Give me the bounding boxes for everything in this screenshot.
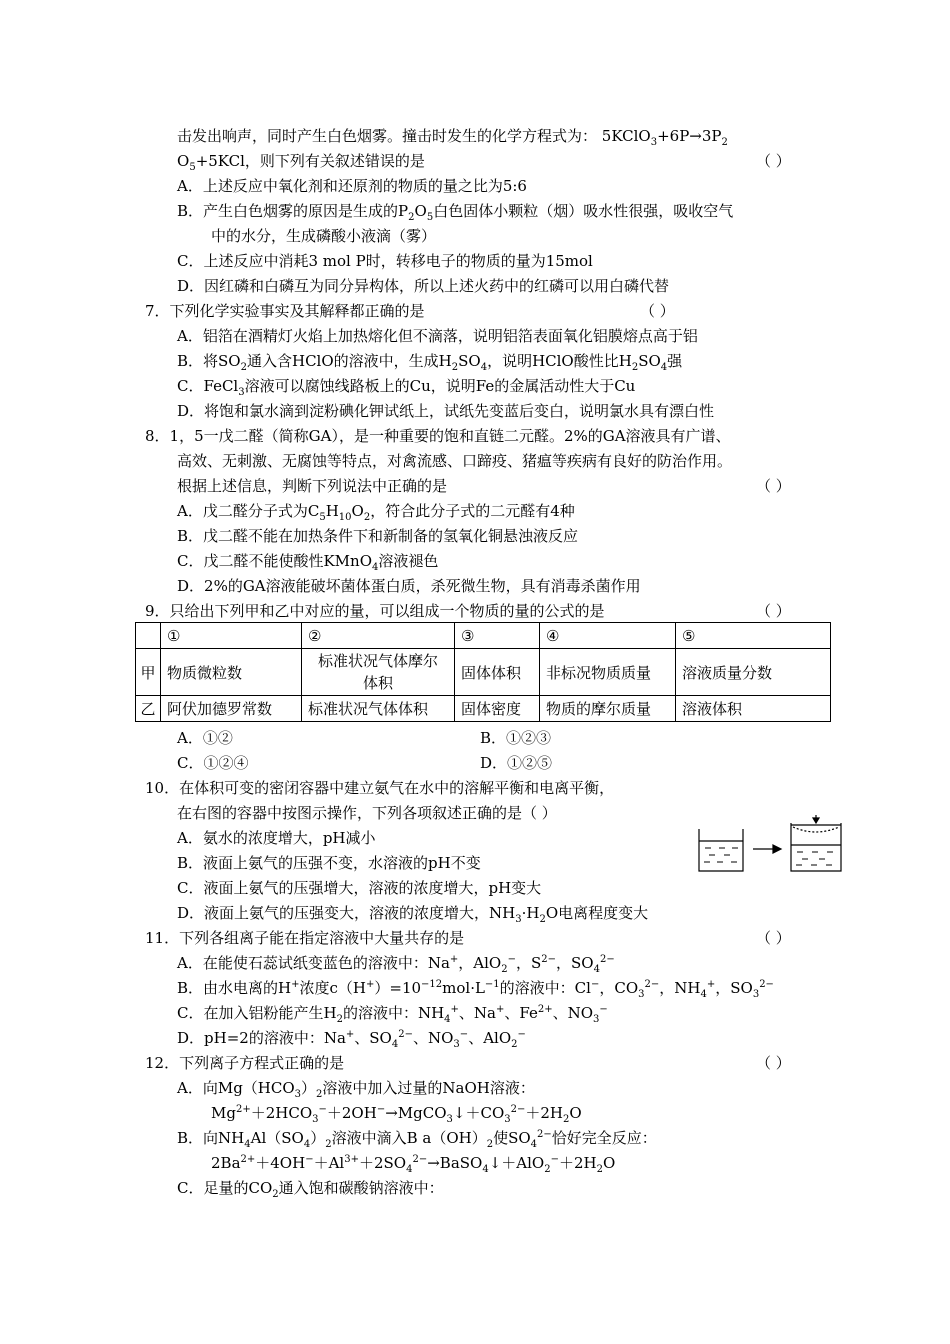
table-row [136, 649, 831, 696]
table-cell: 溶液质量分数 [676, 649, 831, 696]
q11-d-c: 、NO [412, 1029, 454, 1047]
q12-b2-f: ↓＋AlO [488, 1154, 545, 1172]
table-cell: 非标况物质质量 [540, 649, 676, 696]
q8-stem-line1: 8．1，5一戊二醛（简称GA），是一种重要的饱和直链二元醛。2%的GA溶液具有广谱、 [145, 427, 731, 445]
q11-b-g: ，NH [659, 979, 701, 997]
q6-option-b-cont: 中的水分，生成磷酸小液滴（雾） [211, 227, 437, 245]
q11-option-b: B．由水电离的H+浓度$c(H^+)=10^{-12}mol\cdot L^{-1}$的溶液中：Cl−，$CO_3^{2-}$，$NH_4^+$，$SO_3^{2-}$ [177, 979, 774, 1000]
q12-b1-c: ） [310, 1129, 326, 1147]
table-cell: 溶液体积 [676, 696, 831, 722]
q11-c-a: C．在加入铝粉能产生H [177, 1004, 337, 1022]
q12-b2-g: ＋2H [558, 1154, 597, 1172]
table-cell: 物质微粒数 [161, 649, 302, 696]
table-cell: 标准状况气体体积 [302, 696, 455, 722]
q10-stem-line1: 10．在体积可变的密闭容器中建立氨气在水中的溶解平衡和电离平衡， [145, 779, 615, 797]
q6-stem-line2: $O_5+5KCl$，则下列有关叙述错误的是 [177, 152, 425, 173]
q11-option-d: D．pH=2的溶液中：Na+、$SO_4^{2-}$、$NO_3^-$、AlO$_2$− [177, 1029, 526, 1050]
beaker-after-icon [791, 815, 841, 871]
q11-b-h: ，SO [715, 979, 753, 997]
table-cell: 固体体积 [455, 649, 540, 696]
q10-option-c: C．液面上氨气的压强增大，溶液的浓度增大，pH变大 [177, 879, 542, 897]
q7-stem: 7．下列化学实验事实及其解释都正确的是 [145, 302, 425, 320]
q10-option-a: A．氨水的浓度增大，pH减小 [177, 829, 376, 847]
q7-b-a: B．将SO [177, 352, 241, 370]
q12-b2-e: →BaSO [427, 1154, 483, 1172]
q7-b-c: SO [458, 352, 481, 370]
q7-b-e: SO [638, 352, 661, 370]
table-cell-line: 体积 [362, 674, 393, 692]
q9-table [135, 622, 831, 722]
q8-c-b: 溶液褪色 [378, 552, 439, 570]
q12-c-a: C．足量的CO [177, 1179, 273, 1197]
q7-answer-blank: （ ） [640, 302, 675, 320]
q10-option-d: D．液面上氨气的压强变大，溶液的浓度增大，$NH_3\cdot H_2O$电离程度变大 [177, 904, 649, 925]
q12-a2-g: O [569, 1104, 582, 1122]
q8-stem-line3: 根据上述信息，判断下列说法中正确的是 [177, 477, 448, 495]
table-cell: ⑤ [676, 623, 831, 649]
q12-option-b: B．向$NH_4Al(SO_4)_2$溶液中滴入B $a(OH)_2$使$SO_4^{2-}$恰好完全反应： [177, 1129, 657, 1150]
q10-container-figure [695, 815, 845, 877]
table-cell: 固体密度 [455, 696, 540, 722]
q9-option-d: D．①②⑤ [480, 754, 553, 772]
q11-b-b: 浓度c（H [299, 979, 366, 997]
q11-a-a: A．在能使石蕊试纸变蓝色的溶液中：Na [177, 954, 450, 972]
q12-answer-blank: （ ） [756, 1054, 791, 1072]
q11-a-c: ，S [516, 954, 542, 972]
q12-b2-h: O [602, 1154, 616, 1172]
q12-b2-d: ＋2SO [358, 1154, 407, 1172]
q11-c-c: 、Na [458, 1004, 496, 1022]
table-cell [302, 649, 455, 696]
table-cell: ③ [455, 623, 540, 649]
q6-stem2-b: +5KCl，则下列有关叙述错误的是 [195, 152, 425, 170]
q6-stem-line1: 击发出响声，同时产生白色烟雾。撞击时发生的化学方程式为： $5KClO_3+6P\to 3P_2$ [177, 127, 728, 148]
q12-b1-d: 溶液中滴入B a（OH） [331, 1129, 487, 1147]
q8-a-a: A．戊二醛分子式为C [177, 502, 320, 520]
q12-b1-b: Al（SO [250, 1129, 304, 1147]
table-cell: 甲 [136, 649, 161, 696]
q12-a1-b: ） [301, 1079, 317, 1097]
q11-b-e: 的溶液中：Cl [499, 979, 591, 997]
q9-stem: 9．只给出下列甲和乙中对应的量，可以组成一个物质的量的公式的是 [145, 602, 605, 620]
q7-option-a: A．铝箔在酒精灯火焰上加热熔化但不滴落，说明铝箔表面氧化铝膜熔点高于铝 [177, 327, 698, 345]
q11-option-a: A．在能使石蕊试纸变蓝色的溶液中：Na+，AlO$_2$−，$S^{2-}$，$SO_4^{2-}$ [177, 954, 615, 975]
q8-a-d: ，符合此分子式的二元醛有4种 [370, 502, 575, 520]
q11-b-a: B．由水电离的H [177, 979, 292, 997]
q8-stem-line2: 高效、无刺激、无腐蚀等特点，对禽流感、口蹄疫、猪瘟等疾病有良好的防治作用。 [177, 452, 733, 470]
q7-b-f: 强 [667, 352, 683, 370]
q6-b-b: O [414, 202, 427, 220]
q6-stem2-a: O [177, 152, 190, 170]
q6-option-d: D．因红磷和白磷互为同分异构体，所以上述火药中的红磷可以用白磷代替 [177, 277, 670, 295]
q11-b-f: ，CO [599, 979, 639, 997]
q11-c-d: 、Fe [504, 1004, 538, 1022]
q11-a-d: ，SO [556, 954, 594, 972]
q7-c-b: 溶液可以腐蚀线路板上的Cu，说明Fe的金属活动性大于Cu [244, 377, 636, 395]
q6-option-c: C．上述反应中消耗3 mol P时，转移电子的物质的量为15mol [177, 252, 593, 270]
q11-d-b: 、SO [354, 1029, 392, 1047]
q12-a2-d: →MgCO [385, 1104, 447, 1122]
q12-a2-a: Mg [211, 1104, 236, 1122]
table-cell: 乙 [136, 696, 161, 722]
q7-c-a: C．FeCl [177, 377, 239, 395]
q12-a1-a: A．向Mg（HCO [177, 1079, 295, 1097]
arrow-right-icon [753, 845, 781, 853]
q6-b-a: B．产生白色烟雾的原因是生成的P [177, 202, 409, 220]
table-cell: ④ [540, 623, 676, 649]
q8-a-c: O [351, 502, 364, 520]
q7-b-d: ，说明HClO酸性比H [487, 352, 632, 370]
table-row [136, 623, 831, 649]
q8-c-a: C．戊二醛不能使酸性KMnO [177, 552, 373, 570]
q6-stem-text: 击发出响声，同时产生白色烟雾。撞击时发生的化学方程式为： 5KClO [177, 127, 651, 145]
q8-option-b: B．戊二醛不能在加热条件下和新制备的氢氧化铜悬浊液反应 [177, 527, 579, 545]
q8-a-b: H [325, 502, 339, 520]
q12-b1-a: B．向NH [177, 1129, 245, 1147]
q8-option-d: D．2%的GA溶液能破坏菌体蛋白质，杀死微生物，具有消毒杀菌作用 [177, 577, 641, 595]
q8-option-a: A．戊二醛分子式为$C_5H_{10}O_2$，符合此分子式的二元醛有4种 [177, 502, 575, 523]
q11-answer-blank: （ ） [756, 929, 791, 947]
q7-b-b: 通入含HClO的溶液中，生成H [246, 352, 452, 370]
table-cell [136, 623, 161, 649]
q11-c-b: 的溶液中：NH [342, 1004, 445, 1022]
q12-c-b: 通入饱和碳酸钠溶液中： [278, 1179, 444, 1197]
q11-a-b: ，AlO [458, 954, 502, 972]
q6-option-a: A．上述反应中氧化剂和还原剂的物质的量之比为5:6 [177, 177, 527, 195]
q12-a2-c: ＋2OH [326, 1104, 377, 1122]
q10-d-a: D．液面上氨气的压强变大，溶液的浓度增大，NH [177, 904, 516, 922]
q12-b1-e: 使SO [493, 1129, 531, 1147]
q12-a2-b: ＋2HCO [250, 1104, 313, 1122]
q6-b-c: 白色固体小颗粒（烟）吸水性很强，吸收空气 [433, 202, 734, 220]
q9-option-a: A．①② [177, 729, 233, 747]
q8-answer-blank: （ ） [756, 477, 791, 495]
table-cell-line: 标准状况气体摩尔 [317, 652, 438, 670]
q11-stem: 11．下列各组离子能在指定溶液中大量共存的是 [145, 929, 465, 947]
q12-a1-c: 溶液中加入过量的NaOH溶液： [322, 1079, 535, 1097]
q11-b-d: mol·L [442, 979, 485, 997]
q12-stem: 12．下列离子方程式正确的是 [145, 1054, 345, 1072]
q12-option-c: C．足量的$CO_2$通入饱和碳酸钠溶液中： [177, 1179, 444, 1200]
q9-option-b: B．①②③ [480, 729, 552, 747]
q6-answer-blank: （ ） [756, 152, 791, 170]
q7-option-b: B．将$SO_2$通入含HClO的溶液中，生成$H_2SO_4$，说明HClO酸性比$H_2SO_4$强 [177, 352, 683, 373]
table-cell: 物质的摩尔质量 [540, 696, 676, 722]
q7-option-d: D．将饱和氯水滴到淀粉碘化钾试纸上，试纸先变蓝后变白，说明氯水具有漂白性 [177, 402, 715, 420]
q12-b2-a: 2Ba [211, 1154, 241, 1172]
q10-option-b: B．液面上氨气的压强不变，水溶液的pH不变 [177, 854, 481, 872]
q12-a2-f: ＋2H [525, 1104, 563, 1122]
q11-d-a: D．pH=2的溶液中：Na [177, 1029, 346, 1047]
q12-b2-c: ＋Al [313, 1154, 345, 1172]
q10-d-b: ·H [521, 904, 540, 922]
q9-option-c: C．①②④ [177, 754, 249, 772]
q9-answer-blank: （ ） [756, 602, 791, 620]
q12-option-b-equation: $2Ba^{2+}+4OH^-+Al^{3+}+2SO_4^{2-}\to BaSO_4↓+AlO_2^-+2H_2O$ [211, 1154, 616, 1175]
q11-d-d: 、AlO [468, 1029, 512, 1047]
q10-stem-line2: 在右图的容器中按图示操作，下列各项叙述正确的是（ ） [177, 804, 557, 822]
q12-b2-b: ＋4OH [255, 1154, 306, 1172]
q12-b1-f: 恰好完全反应： [551, 1129, 657, 1147]
table-row [136, 696, 831, 722]
q11-b-c: ）=10 [374, 979, 422, 997]
q6-stem-tail: +6P→3P [657, 127, 722, 145]
table-cell: ① [161, 623, 302, 649]
q8-option-c: C．戊二醛不能使酸性KMnO$_4$溶液褪色 [177, 552, 439, 573]
q7-option-c: C．FeCl$_3$溶液可以腐蚀线路板上的Cu，说明Fe的金属活动性大于Cu [177, 377, 636, 398]
q11-c-e: 、NO [552, 1004, 594, 1022]
q11-option-c: C．在加入铝粉能产生$H_2$的溶液中：$NH_4^+$、Na+、$Fe^{2+}$、$NO_3^-$ [177, 1004, 608, 1025]
table-cell: ② [302, 623, 455, 649]
q12-a2-e: ↓＋CO [452, 1104, 505, 1122]
q10-d-c: O电离程度变大 [545, 904, 649, 922]
beaker-before-icon [699, 829, 743, 871]
q12-option-a-equation: $Mg^{2+}+2HCO_3^-+2OH^-\to MgCO_3↓+CO_3^{2-}+2H_2O$ [211, 1104, 582, 1125]
q12-option-a: A．向$Mg(HCO_3)_2$溶液中加入过量的NaOH溶液： [177, 1079, 535, 1100]
table-cell: 阿伏加德罗常数 [161, 696, 302, 722]
q6-option-b: B．产生白色烟雾的原因是生成的$P_2O_5$白色固体小颗粒（烟）吸水性很强，吸收空气 [177, 202, 734, 223]
